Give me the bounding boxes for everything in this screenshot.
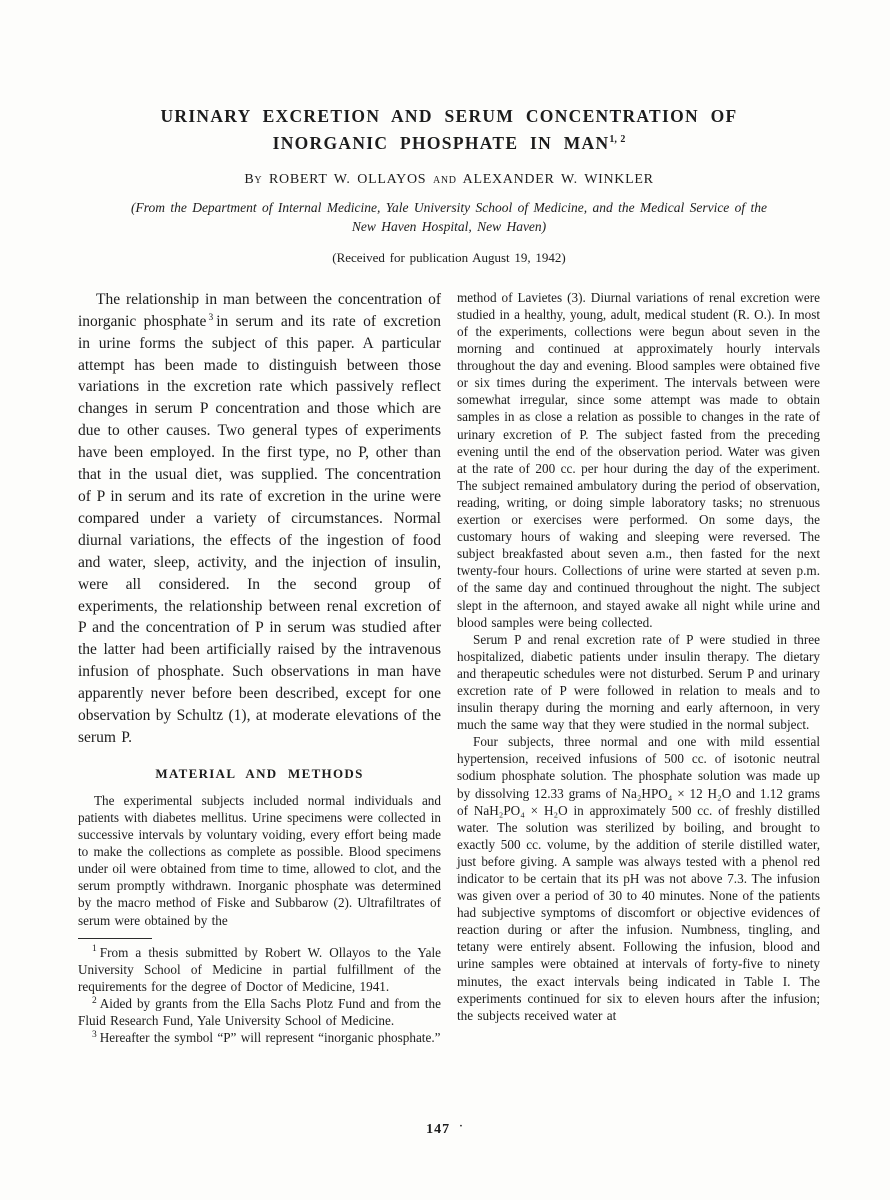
- intro-footnote-ref: 3: [208, 312, 214, 323]
- byline: [78, 172, 820, 188]
- footnotes: [78, 944, 441, 1047]
- article-header: [78, 104, 820, 266]
- footnote-3-marker: 3: [92, 1029, 97, 1040]
- received-line: (Received for publication August 19, 1942): [332, 249, 566, 265]
- right-column: [457, 289, 820, 1046]
- section-heading-material-and-methods: MATERIAL AND METHODS: [155, 765, 364, 781]
- footnote-1-marker: 1: [92, 944, 97, 955]
- byline-by: By: [244, 171, 263, 187]
- footnote-1-text: From a thesis submitted by Robert W. Ollayos to the Yale University School of Medicine in partial fulfillment of the requirements for the degree of Doctor of Medicine, 1941.: [78, 944, 441, 994]
- body-paragraph-diabetic-patients: Serum P and renal excretion rate of P were studied in three hospitalized, diabetic patients under insulin therapy. The dietary and therapeutic schedules were not disturbed. Serum P and urinary excretion rate of P were followed in relation to meals and to insulin therapy during the morning and early afternoon, in very much the same way that they were studied in the normal subject.: [457, 631, 820, 733]
- page-number-value: 147: [426, 1122, 451, 1137]
- intro-text-pre: The relationship in man between the concentration of inorganic phosphate: [78, 290, 441, 330]
- intro-paragraph: [78, 289, 441, 749]
- author-1: ROBERT W. OLLAYOS: [268, 171, 427, 187]
- footnote-1: [78, 944, 441, 995]
- left-column: [78, 289, 441, 1046]
- byline-and: and: [432, 171, 457, 187]
- two-column-body: [78, 289, 820, 1046]
- footnote-2-text: Aided by grants from the Ella Sachs Plotz Fund and from the Fluid Research Fund, Yale University School of Medicine.: [78, 995, 441, 1028]
- footnote-2: [78, 995, 441, 1029]
- footnote-3-text: Hereafter the symbol “P” will represent “inorganic phosphate.”: [99, 1030, 441, 1046]
- author-2: ALEXANDER W. WINKLER: [462, 171, 654, 187]
- page-dot: ·: [459, 1120, 464, 1132]
- affiliation: (From the Department of Internal Medicine, Yale University School of Medicine, and the Medical Service of the New Haven Hospital, New Haven): [130, 199, 768, 234]
- body-paragraph-methods-continuation: method of Lavietes (3). Diurnal variations of renal excretion were studied in a healthy, young, adult, medical student (R. O.). In most of the experiments, collections were begun about seven in the morning and continued at approximately hourly intervals throughout the day and evening. Blood samples were obtained five or six times during the experiment. The intervals between were somewhat irregular, since some attempt was made to obtain samples in as close a relation as possible to changes in the rate of urinary excretion of P. The subject fasted from the preceding evening until the end of the observation period. Water was given at the rate of 200 cc. per hour during the day of the experiment. The subject remained ambulatory during the period of observation, reading, writing, or doing simple laboratory tasks; no strenuous exertion or exercises were performed. On some days, the customary hours of waking and sleeping were reversed. The subject breakfasted about seven a.m., then fasted for the next twenty-four hours. Collections of urine were started at seven p.m. of the same day and continued throughout the night. The subject slept in the afternoon, and stayed awake all night while urine and blood samples were being collected.: [457, 289, 820, 630]
- footnote-separator: [78, 938, 152, 939]
- title-line-1: URINARY EXCRETION AND SERUM CONCENTRATION OF: [160, 106, 738, 126]
- footnote-3: [78, 1029, 441, 1046]
- title-footnote-refs: 1, 2: [609, 134, 626, 145]
- title-line-2: INORGANIC PHOSPHATE IN MAN: [272, 132, 610, 153]
- page-number: [0, 1120, 890, 1138]
- methods-paragraph: The experimental subjects included normal individuals and patients with diabetes mellitus. Urine specimens were collected in successive intervals by voluntary voiding, every effort being made to make the collections as complete as possible. Blood specimens under oil were obtained from time to time, allowed to clot, and the serum promptly withdrawn. Inorganic phosphate was determined by the macro method of Fiske and Subbarow (2). Ultrafiltrates of serum were obtained by the: [78, 792, 441, 928]
- body-paragraph-infusion-subjects: Four subjects, three normal and one with mild essential hypertension, received infusions of 500 cc. of isotonic neutral sodium phosphate solution. The phosphate solution was made up by dissolving 12.33 grams of Na₂HPO₄ × 12 H₂O and 1.12 grams of NaH₂PO₄ × H₂O in approximately 500 cc. of freshly distilled water. The solution was sterilized by boiling, and brought to exactly 500 cc. volume, by the addition of sterile distilled water, just before giving. A sample was always tested with a phenol red indicator to be certain that its pH was not above 7.3. The infusion was given over a period of 30 to 40 minutes. None of the patients had subjective symptoms of discomfort or objective evidences of reaction during or after the infusion. Numbness, tingling, and tetany were entirely absent. Following the infusion, blood and urine samples were obtained at intervals of forty-five to ninety minutes, the exact intervals being indicated in Table I. The experiments continued for six to eleven hours after the infusion; the subjects received water at: [457, 734, 820, 1023]
- footnote-2-marker: 2: [92, 995, 97, 1006]
- article-title: [78, 104, 820, 155]
- intro-text-post: in serum and its rate of excretion in urine forms the subject of this paper. A particular attempt has been made to distinguish between those variations in the excretion rate which passively reflect changes in serum P concentration and those which are due to other causes. Two general types of experiments have been employed. In the first type, no P, other than that in the usual diet, was supplied. The concentration of P in serum and its rate of excretion in the urine were compared under a variety of circumstances. Normal diurnal variations, the effects of the ingestion of food and water, sleep, activity, and the injection of insulin, were all considered. In the second group of experiments, the relationship between renal excretion of P and the concentration of P in serum was studied after the latter had been artificially raised by the intravenous infusion of phosphate. Such observations in man have apparently never before been described, except for one observation by Schultz (1), at moderate elevations of the serum P.: [78, 312, 442, 746]
